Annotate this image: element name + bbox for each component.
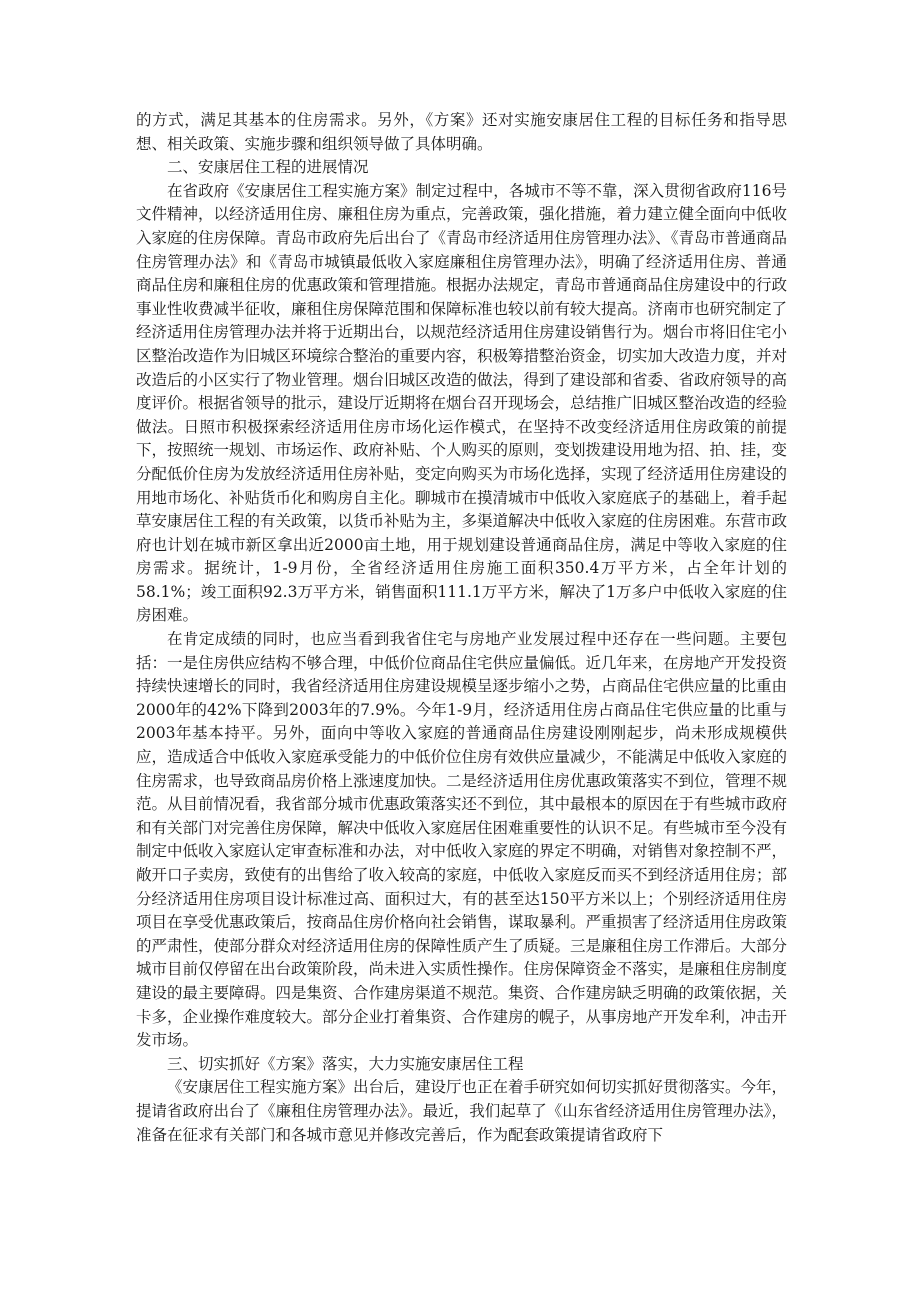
paragraph-progress: 在省政府《安康居住工程实施方案》制定过程中，各城市不等不靠，深入贯彻省政府116号文件精神，以经济适用住房、廉租住房为重点，完善政策，强化措施，着力建立健全面向中低收入家庭的住房保障。青岛市政府先后出台了《青岛市经济适用住房管理办法》、《青岛市普通商品住房管理办法》和《青岛市城镇最低收入家庭廉租住房管理办法》，明确了经济适用住房、普通商品住房和廉租住房的优惠政策和管理措施。根据办法规定，青岛市普通商品住房建设中的行政事业性收费减半征收，廉租住房保障范围和保障标准也较以前有较大提高。济南市也研究制定了经济适用住房管理办法并将于近期出台，以规范经济适用住房建设销售行为。烟台市将旧住宅小区整治改造作为旧城区环境综合整治的重要内容，积极筹措整治资金，切实加大改造力度，并对改造后的小区实行了物业管理。烟台旧城区改造的做法，得到了建设部和省委、省政府领导的高度评价。根据省领导的批示，建设厅近期将在烟台召开现场会，总结推广旧城区整治改造的经验做法。日照市积极探索经济适用住房市场化运作模式，在坚持不改变经济适用住房政策的前提下，按照统一规划、市场运作、政府补贴、个人购买的原则，变划拨建设用地为招、拍、挂，变分配低价住房为发放经济适用住房补贴，变定向购买为市场化选择，实现了经济适用住房建设的用地市场化、补贴货币化和购房自主化。聊城市在摸清城市中低收入家庭底子的基础上，着手起草安康居住工程的有关政策，以货币补贴为主，多渠道解决中低收入家庭的住房困难。东营市政府也计划在城市新区拿出近2000亩土地，用于规划建设普通商品住房，满足中等收入家庭的住房需求。据统计，1-9月份，全省经济适用住房施工面积350.4万平方米，占全年计划的58.1%；竣工面积92.3万平方米，销售面积111.1万平方米，解决了1万多户中低收入家庭的住房困难。 bbox=[136, 181, 788, 625]
paragraph-continuation: 的方式，满足其基本的住房需求。另外，《方案》还对实施安康居住工程的目标任务和指导思想、相关政策、实施步骤和组织领导做了具体明确。 bbox=[136, 111, 787, 153]
section-heading-implementation: 三、切实抓好《方案》落实，大力实施安康居住工程 bbox=[167, 1054, 524, 1073]
paragraph-implementation: 《安康居住工程实施方案》出台后，建设厅也正在着手研究如何切实抓好贯彻落实。今年，提请省政府出台了《廉租住房管理办法》。最近，我们起草了《山东省经济适用住房管理办法》，准备在征求有关部门和各城市意见并修改完善后，作为配套政策提请省政府下 bbox=[136, 1078, 788, 1144]
section-heading-progress: 二、安康居住工程的进展情况 bbox=[167, 158, 369, 177]
document-page bbox=[136, 109, 787, 1147]
paragraph-problems: 在肯定成绩的同时，也应当看到我省住宅与房地产业发展过程中还存在一些问题。主要包括：一是住房供应结构不够合理，中低价位商品住宅供应量偏低。近几年来，在房地产开发投资持续快速增长的同时，我省经济适用住房建设规模呈逐步缩小之势，占商品住宅供应量的比重由2000年的42%下降到2003年的7.9%。今年1-9月，经济适用住房占商品住宅供应量的比重与2003年基本持平。另外，面向中等收入家庭的普通商品住房建设刚刚起步，尚未形成规模供应，造成适合中低收入家庭承受能力的中低价位住房有效供应量减少，不能满足中低收入家庭的住房需求，也导致商品房价格上涨速度加快。二是经济适用住房优惠政策落实不到位，管理不规范。从目前情况看，我省部分城市优惠政策落实还不到位，其中最根本的原因在于有些城市政府和有关部门对完善住房保障，解决中低收入家庭居住困难重要性的认识不足。有些城市至今没有制定中低收入家庭认定审查标准和办法，对中低收入家庭的界定不明确，对销售对象控制不严，敞开口子卖房，致使有的出售给了收入较高的家庭，中低收入家庭反而买不到经济适用住房；部分经济适用住房项目设计标准过高、面积过大，有的甚至达150平方米以上；个别经济适用住房项目在享受优惠政策后，按商品住房价格向社会销售，谋取暴利。严重损害了经济适用住房政策的严肃性，使部分群众对经济适用住房的保障性质产生了质疑。三是廉租住房工作滞后。大部分城市目前仅停留在出台政策阶段，尚未进入实质性操作。住房保障资金不落实，是廉租住房制度建设的最主要障碍。四是集资、合作建房渠道不规范。集资、合作建房缺乏明确的政策依据，关卡多，企业操作难度较大。部分企业打着集资、合作建房的幌子，从事房地产开发牟利，冲击开发市场。 bbox=[136, 630, 788, 1050]
